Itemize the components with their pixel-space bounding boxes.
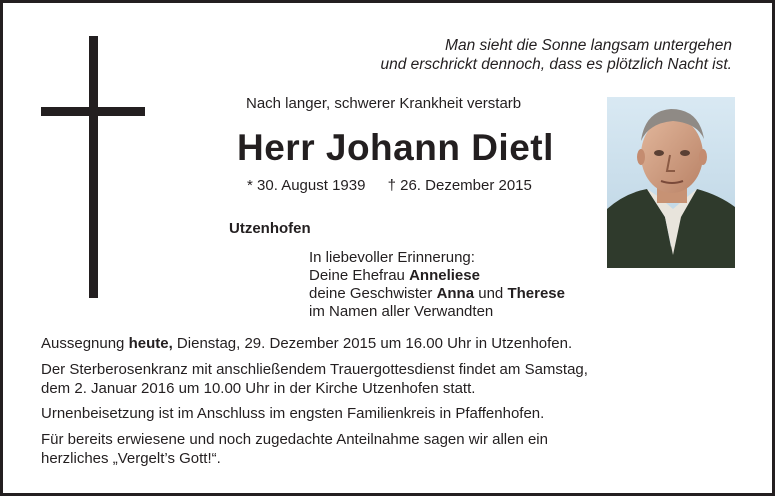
portrait-photo xyxy=(607,97,735,268)
sibling-name-1: Anna xyxy=(436,285,475,302)
mourners-line-1: In liebevoller Erinnerung: xyxy=(309,249,475,266)
cross-horizontal-bar xyxy=(41,107,145,116)
today-emphasis: heute, xyxy=(128,335,173,352)
paragraph-blessing: Aussegnung heute, Dienstag, 29. Dezember 2015 um 16.00 Uhr in Utzenhofen. xyxy=(41,335,573,352)
paragraph-thanks: Für bereits erwiesene und noch zugedachte Anteilnahme sagen wir allen ein herzliches „Vergelt’s Gott!“. xyxy=(41,431,548,467)
mourners-block xyxy=(309,249,565,321)
cross-vertical-bar xyxy=(89,36,98,298)
mourners-line-4: im Namen aller Verwandten xyxy=(309,303,494,320)
deceased-name: Herr Johann Dietl xyxy=(237,127,554,168)
epigraph-quote xyxy=(380,36,732,74)
quote-line-1: Man sieht die Sonne langsam untergehen xyxy=(445,37,732,54)
paragraph-urn-burial: Urnenbeisetzung ist im Anschluss im engsten Familienkreis in Pfaffenhofen. xyxy=(41,405,545,422)
mourners-line-3: deine Geschwister Anna und Therese xyxy=(309,285,565,302)
sibling-name-2: Therese xyxy=(507,285,565,302)
death-date: † 26. Dezember 2015 xyxy=(387,177,532,194)
place-name: Utzenhofen xyxy=(229,220,311,237)
quote-line-2: und erschrickt dennoch, dass es plötzlich Nacht ist. xyxy=(380,56,732,73)
intro-text: Nach langer, schwerer Krankheit verstarb xyxy=(246,95,522,112)
life-dates xyxy=(247,177,532,194)
birth-date: * 30. August 1939 xyxy=(247,177,366,194)
mourners-line-2: Deine Ehefrau Anneliese xyxy=(309,267,480,284)
paragraph-rosary: Der Sterberosenkranz mit anschließendem Trauergottesdienst findet am Samstag, dem 2. Januar 2016 um 10.00 Uhr in der Kirche Utzenhofen statt. xyxy=(41,361,588,397)
wife-name: Anneliese xyxy=(409,267,480,284)
